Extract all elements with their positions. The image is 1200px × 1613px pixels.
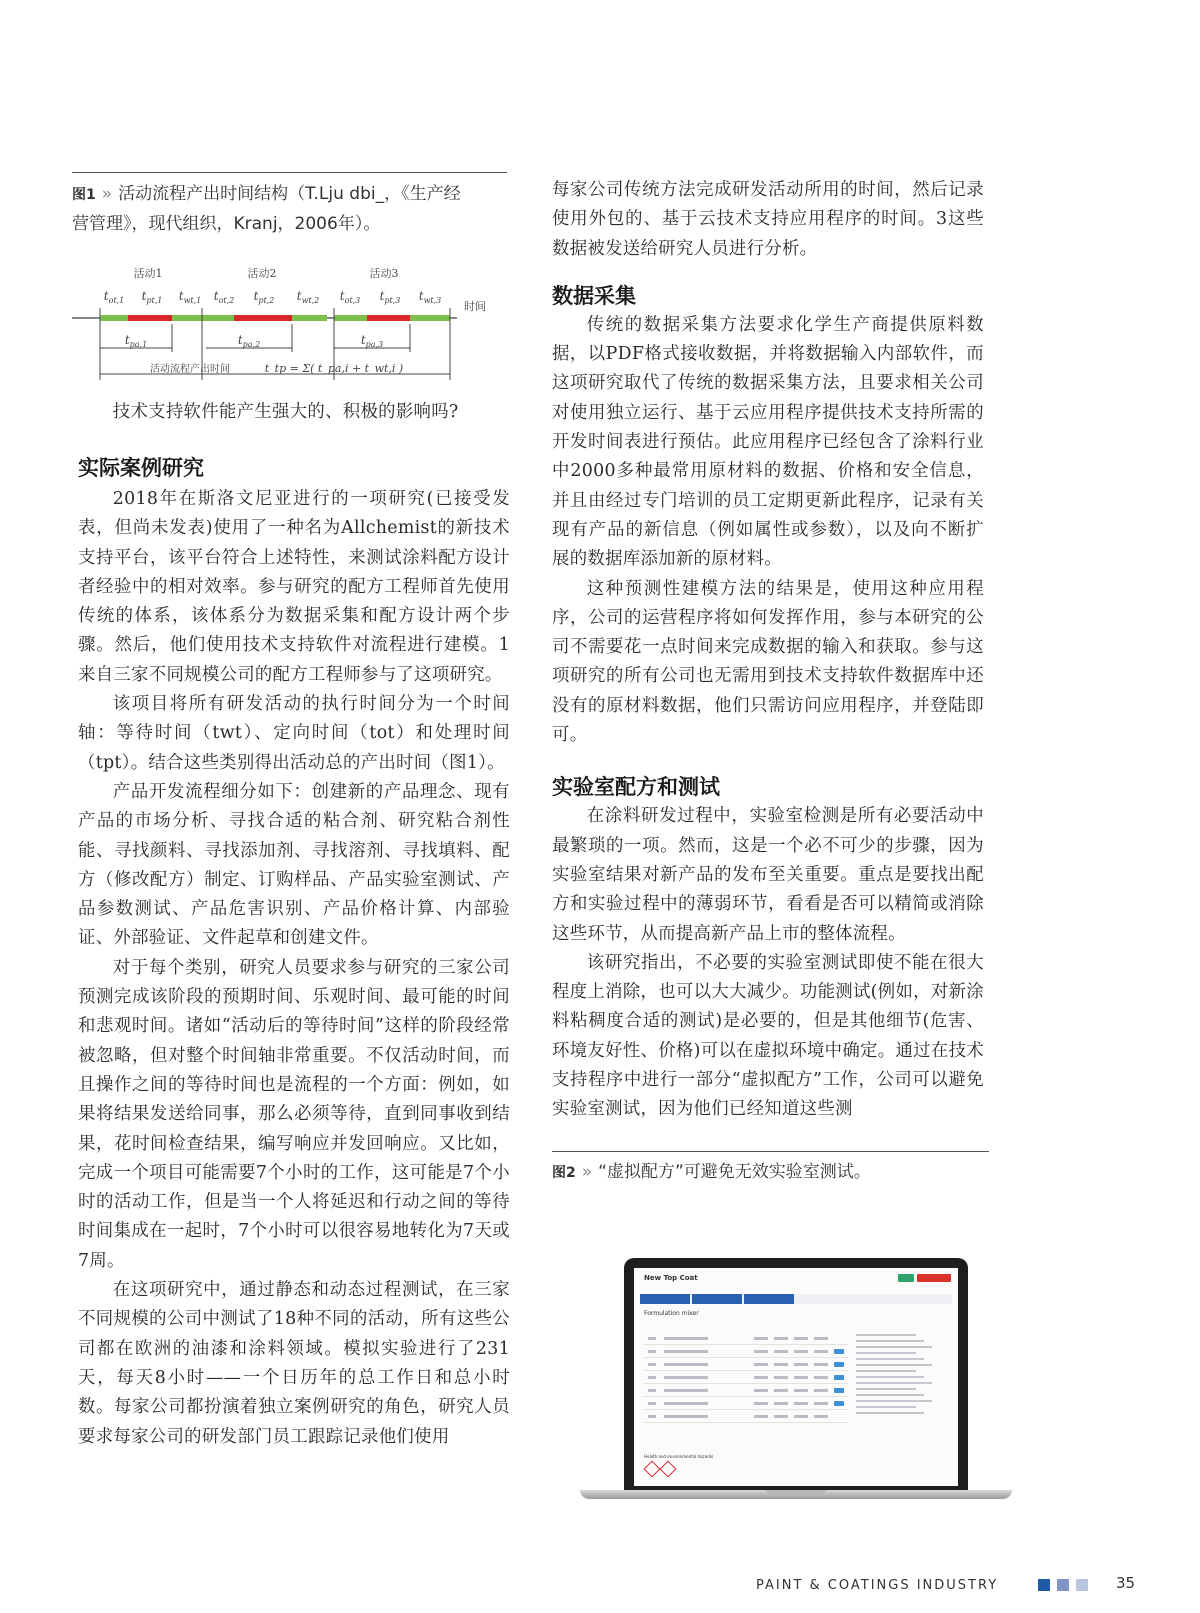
page-number: 35 — [1116, 1574, 1136, 1592]
side-panel-line — [856, 1358, 924, 1360]
laptop-lid — [624, 1258, 968, 1490]
mixer-title: Formulation mixer — [644, 1310, 699, 1317]
time-label-ot,3: $t_{ot,3}$ — [339, 289, 361, 305]
mixer-cell — [754, 1389, 768, 1392]
section1-paragraph-1: 传统的数据采集方法要求化学生产商提供原料数据，以PDF格式接收数据，并将数据输入内部软件，而这项研究取代了传统的数据采集方法，且要求相关公司对使用独立运行、基于云应用程序提供技术支持所需的开发时间表进行预估。此应用程序已经包含了涂料行业中2000多种最常用原材料的数据、价格和安全信息，并且由经过专门培训的员工定期更新此程序，记录有关现有产品的新信息（例如属性或参数），以及向不断扩展的数据库添加新的原材料。 — [552, 314, 984, 570]
figure1-caption-line1: 活动流程产出时间结构（T.Lju dbi_，《生产经 — [118, 184, 461, 204]
mixer-row — [644, 1386, 849, 1397]
mixer-cell — [754, 1376, 768, 1379]
figure2-number: 图2 — [552, 1165, 576, 1181]
side-panel-line — [856, 1340, 924, 1342]
mixer-row — [644, 1412, 849, 1423]
figure2-caption-text: “虚拟配方”可避免无效实验室测试。 — [598, 1162, 871, 1182]
mixer-row — [644, 1373, 849, 1384]
time-axis-label: 时间 — [464, 300, 486, 313]
section-title-data-collection: 数据采集 — [552, 283, 636, 308]
right-column-block — [552, 176, 984, 1125]
section-title-case-study: 实际案例研究 — [78, 456, 204, 480]
mixer-cell — [648, 1363, 656, 1366]
mixer-cell — [648, 1389, 656, 1392]
mixer-tag — [834, 1349, 844, 1354]
mixer-cell — [774, 1389, 788, 1392]
figure2-caption — [552, 1158, 992, 1188]
app-title: New Top Coat — [644, 1274, 698, 1282]
mixer-cell — [794, 1402, 808, 1405]
mixer-cell — [664, 1402, 708, 1405]
figure1-number: 图1 — [72, 187, 96, 203]
side-panel-line — [856, 1406, 916, 1408]
throughput-formula: t_tp = Σ( t_pa,i + t_wt,i ) — [264, 362, 404, 375]
pa-label-3: $t_{pa,3}$ — [360, 333, 384, 349]
time-label-wt,3: $t_{wt,3}$ — [418, 289, 442, 305]
side-panel-line — [856, 1346, 932, 1348]
mixer-cell — [794, 1376, 808, 1379]
time-label-pt,2: $t_{pt,2}$ — [253, 289, 275, 305]
mixer-cell — [754, 1350, 768, 1353]
time-label-wt,1: $t_{wt,1}$ — [178, 289, 202, 305]
footer-square-3 — [1076, 1579, 1088, 1591]
mixer-row — [644, 1347, 849, 1358]
activity-label-3: 活动3 — [369, 267, 399, 280]
footer-square-2 — [1057, 1579, 1069, 1591]
mixer-cell — [754, 1337, 768, 1340]
side-panel-line — [856, 1364, 932, 1366]
laptop-notch — [766, 1490, 826, 1494]
figure2-top-rule — [552, 1151, 989, 1152]
mixer-tag — [834, 1375, 844, 1380]
left-paragraphs — [78, 485, 510, 1452]
side-panel-line — [856, 1352, 916, 1354]
figure1-caption — [72, 180, 512, 239]
figure2-arrow: » — [581, 1162, 593, 1182]
mixer-tag — [834, 1401, 844, 1406]
figure1-diagram — [72, 260, 512, 385]
journal-name: PAINT & COATINGS INDUSTRY — [756, 1578, 999, 1593]
left-paragraph-4: 对于每个类别，研究人员要求参与研究的三家公司预测完成该阶段的预期时间、乐观时间、最可能的时间和悲观时间。诸如“活动后的等待时间”这样的阶段经常被忽略，但对整个时间轴非常重要。不仅活动时间，而且操作之间的等待时间也是流程的一个方面：例如，如果将结果发送给同事，那么必须等待，直到同事收到结果，花时间检查结果，编写响应并发回响应。又比如，完成一个项目可能需要7个小时的工作，这可能是7个小时的活动工作，但是当一个人将延迟和行动之间的等待时间集成在一起时，7个小时可以很容易地转化为7天或7周。 — [78, 957, 510, 1271]
mixer-cell — [774, 1415, 788, 1418]
right-lead-paragraph: 每家公司传统方法完成研发活动所用的时间，然后记录使用外包的、基于云技术支持应用程序的时间。3这些数据被发送给研究人员进行分析。 — [552, 180, 984, 259]
activity-label-2: 活动2 — [247, 267, 277, 280]
section2-paragraphs — [552, 802, 984, 1124]
mixer-cell — [794, 1337, 808, 1340]
section1-paragraphs — [552, 311, 984, 750]
laptop-screenshot — [580, 1258, 1012, 1508]
left-paragraph-1: 2018年在斯洛文尼亚进行的一项研究(已接受发表，但尚未发表)使用了一种名为Allchemist的新技术支持平台，该平台符合上述特性，来测试涂料配方设计者经验中的相对效率。参与研究的配方工程师首先使用传统的体系，该体系分为数据采集和配方设计两个步骤。然后，他们使用技术支持软件对流程进行建模。1来自三家不同规模公司的配方工程师参与了这项研究。 — [78, 489, 510, 685]
hazard-icon-2 — [660, 1461, 677, 1478]
left-section-block — [78, 453, 510, 1452]
app-steps-bar — [640, 1294, 952, 1304]
mixer-cell — [774, 1337, 788, 1340]
mixer-cell — [774, 1350, 788, 1353]
mixer-cell — [814, 1350, 828, 1353]
figure1-caption-line2: 营管理》，现代组织，Kranj，2006年）。 — [72, 214, 381, 234]
mixer-cell — [754, 1415, 768, 1418]
mixer-row — [644, 1360, 849, 1371]
mixer-cell — [754, 1363, 768, 1366]
pa-label-2: $t_{pa,2}$ — [237, 333, 261, 349]
time-label-ot,1: $t_{ot,1}$ — [103, 289, 125, 305]
mixer-tag — [834, 1388, 844, 1393]
activity-label-1: 活动1 — [133, 267, 163, 280]
mixer-cell — [814, 1376, 828, 1379]
mixer-cell — [664, 1389, 708, 1392]
mixer-cell — [794, 1389, 808, 1392]
left-intro-text: 技术支持软件能产生强大的、积极的影响吗? — [112, 402, 459, 422]
mixer-cell — [648, 1402, 656, 1405]
mixer-cell — [814, 1389, 828, 1392]
side-panel-line — [856, 1412, 924, 1414]
section-title-lab-testing: 实验室配方和测试 — [552, 775, 720, 800]
step-3 — [744, 1294, 794, 1304]
left-paragraph-2: 该项目将所有研发活动的执行时间分为一个时间轴：等待时间（twt）、定向时间（tot）和处理时间（tpt）。结合这些类别得出活动总的产出时间（图1）。 — [78, 694, 510, 773]
mixer-cell — [814, 1363, 828, 1366]
side-panel-line — [856, 1400, 932, 1402]
side-panel-line — [856, 1394, 924, 1396]
mixer-cell — [774, 1376, 788, 1379]
mixer-cell — [664, 1376, 708, 1379]
laptop-screen — [634, 1268, 958, 1486]
time-label-pt,1: $t_{pt,1}$ — [141, 289, 163, 305]
hazard-icon — [644, 1461, 661, 1478]
mixer-cell — [794, 1350, 808, 1353]
mixer-cell — [814, 1402, 828, 1405]
pa-label-1: $t_{pa,1}$ — [124, 333, 148, 349]
mixer-cell — [664, 1337, 708, 1340]
figure1-arrow: » — [101, 184, 113, 204]
section2-paragraph-1: 在涂料研发过程中，实验室检测是所有必要活动中最繁琐的一项。然而，这是一个必不可少的步骤，因为实验室结果对新产品的发布至关重要。重点是要找出配方和实验过程中的薄弱环节，看看是否可以精简或消除这些环节，从而提高新产品上市的整体流程。 — [552, 806, 984, 944]
section1-paragraph-2: 这种预测性建模方法的结果是，使用这种应用程序，公司的运营程序将如何发挥作用，参与本研究的公司不需要花一点时间来完成数据的输入和获取。参与这项研究的所有公司也无需用到技术支持软件数据库中还没有的原材料数据，他们只需访问应用程序，并登陆即可。 — [552, 578, 984, 746]
side-panel-line — [856, 1334, 916, 1336]
mixer-cell — [648, 1337, 656, 1340]
mixer-cell — [664, 1415, 708, 1418]
time-label-ot,2: $t_{ot,2}$ — [213, 289, 235, 305]
time-label-pt,3: $t_{pt,3}$ — [379, 289, 401, 305]
figure1-top-rule — [72, 172, 507, 173]
side-panel-line — [856, 1388, 916, 1390]
left-intro-block — [78, 398, 523, 427]
mixer-cell — [814, 1415, 828, 1418]
side-panel-line — [856, 1376, 924, 1378]
mixer-cell — [648, 1376, 656, 1379]
throughput-label: 活动流程产出时间 — [150, 364, 230, 375]
step-2 — [692, 1294, 742, 1304]
mixer-row — [644, 1334, 849, 1345]
footer-square-1 — [1038, 1579, 1050, 1591]
mixer-cell — [814, 1337, 828, 1340]
time-label-wt,2: $t_{wt,2}$ — [296, 289, 320, 305]
mixer-cell — [774, 1402, 788, 1405]
hazard-title: Health and environmental hazards — [644, 1454, 714, 1459]
mixer-cell — [664, 1350, 708, 1353]
mixer-cell — [794, 1363, 808, 1366]
mixer-cell — [774, 1363, 788, 1366]
app-action-button — [917, 1274, 951, 1282]
mixer-cell — [664, 1363, 708, 1366]
mixer-tag — [834, 1362, 844, 1367]
mixer-row — [644, 1399, 849, 1410]
side-panel — [856, 1334, 948, 1434]
side-panel-line — [856, 1382, 932, 1384]
mixer-cell — [794, 1415, 808, 1418]
mixer-cell — [754, 1402, 768, 1405]
left-paragraph-3: 产品开发流程细分如下：创建新的产品理念、现有产品的市场分析、寻找合适的粘合剂、研究粘合剂性能、寻找颜料、寻找添加剂、寻找溶剂、寻找填料、配方（修改配方）制定、订购样品、产品实验室测试、产品参数测试、产品危害识别、产品价格计算、内部验证、外部验证、文件起草和创建文件。 — [78, 781, 510, 949]
app-save-button — [898, 1274, 914, 1282]
step-1 — [640, 1294, 690, 1304]
mixer-cell — [648, 1350, 656, 1353]
side-panel-line — [856, 1370, 916, 1372]
section2-paragraph-2: 该研究指出，不必要的实验室测试即使不能在很大程度上消除，也可以大大减少。功能测试(例如，对新涂料粘稠度合适的测试)是必要的，但是其他细节(危害、环境友好性、价格)可以在虚拟环境中确定。通过在技术支持程序中进行一部分“虚拟配方”工作，公司可以避免实验室测试，因为他们已经知道这些测 — [552, 952, 984, 1120]
mixer-cell — [648, 1415, 656, 1418]
left-paragraph-5: 在这项研究中，通过静态和动态过程测试，在三家不同规模的公司中测试了18种不同的活动，所有这些公司都在欧洲的油漆和涂料领域。模拟实验进行了231天，每天8小时——一个日历年的总工作日和总小时数。每家公司都扮演着独立案例研究的角色，研究人员要求每家公司的研发部门员工跟踪记录他们使用 — [78, 1280, 510, 1447]
